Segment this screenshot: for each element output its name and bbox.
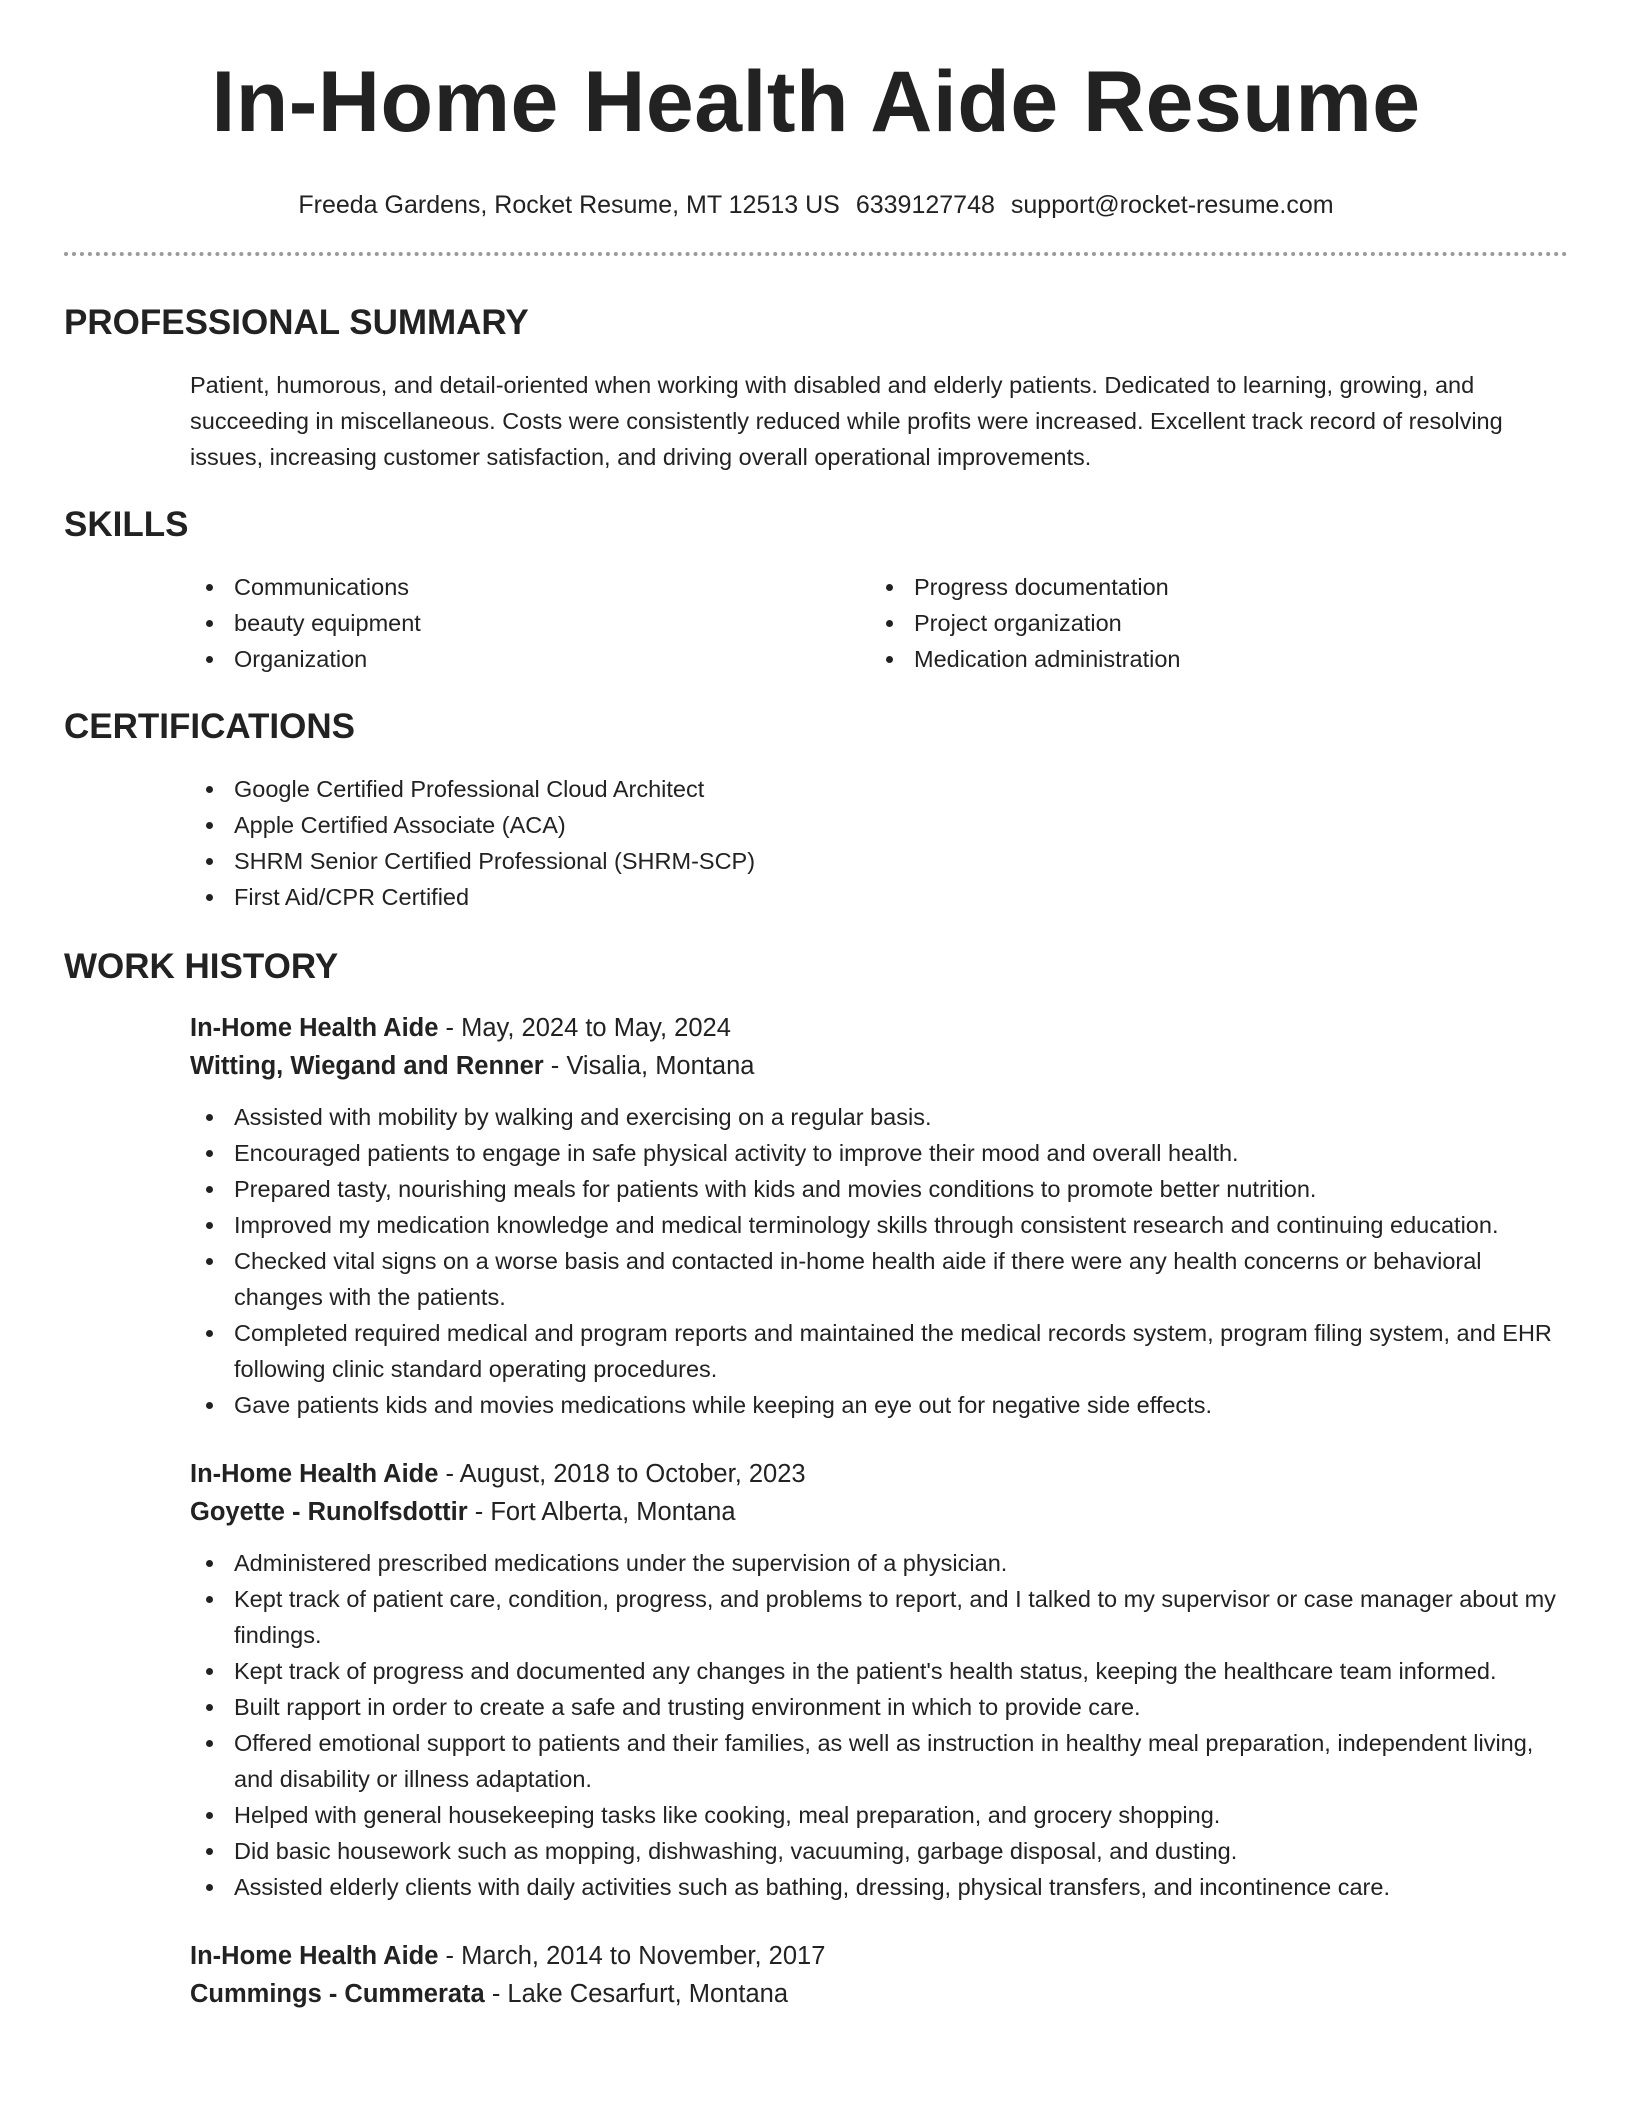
job-title-line [190, 1009, 1568, 1047]
job-dates: - May, 2024 to May, 2024 [438, 1014, 731, 1042]
job-bullet: Did basic housework such as mopping, dishwashing, vacuuming, garbage disposal, and dusting. [190, 1833, 1568, 1869]
skill-item: beauty equipment [190, 605, 870, 641]
job-bullet: Checked vital signs on a worse basis and contacted in-home health aide if there were any health concerns or behavioral changes with the patients. [190, 1243, 1568, 1315]
contact-email[interactable]: support@rocket-resume.com [1010, 191, 1334, 219]
job-title: In-Home Health Aide [190, 1942, 439, 1970]
job-title: In-Home Health Aide [190, 1014, 439, 1042]
summary-section [0, 301, 1632, 475]
job-company-line [190, 1975, 1568, 2013]
skills-heading: SKILLS [64, 505, 189, 544]
job-bullet: Prepared tasty, nourishing meals for patients with kids and movies conditions to promote better nutrition. [190, 1171, 1568, 1207]
job-bullet-list [190, 1099, 1568, 1423]
job-bullet: Helped with general housekeeping tasks like cooking, meal preparation, and grocery shopping. [190, 1797, 1568, 1833]
job-bullet: Kept track of patient care, condition, progress, and problems to report, and I talked to my supervisor or case manager about my findings. [190, 1581, 1568, 1653]
resume-title: In-Home Health Aide Resume [211, 54, 1421, 150]
job-bullet-list [190, 1545, 1568, 1905]
job-title: In-Home Health Aide [190, 1460, 439, 1488]
job-bullet: Completed required medical and program reports and maintained the medical records system, program filing system, and EHR following clinic standard operating procedures. [190, 1315, 1568, 1387]
job-company: Witting, Wiegand and Renner [190, 1052, 544, 1080]
certification-item: First Aid/CPR Certified [190, 879, 1568, 915]
job-company: Cummings - Cummerata [190, 1980, 485, 2008]
job-dates: - August, 2018 to October, 2023 [438, 1460, 806, 1488]
skills-right-list [870, 569, 1550, 677]
work-history-heading: WORK HISTORY [64, 947, 339, 986]
job-bullet: Kept track of progress and documented any changes in the patient's health status, keeping the healthcare team informed. [190, 1653, 1568, 1689]
job-bullet: Built rapport in order to create a safe and trusting environment in which to provide care. [190, 1689, 1568, 1725]
skill-item: Progress documentation [870, 569, 1550, 605]
job-bullet: Assisted with mobility by walking and exercising on a regular basis. [190, 1099, 1568, 1135]
skill-item: Medication administration [870, 641, 1550, 677]
job-company-line [190, 1493, 1568, 1531]
skill-item: Project organization [870, 605, 1550, 641]
job-title-line [190, 1937, 1568, 1975]
contact-phone: 6339127748 [855, 191, 995, 219]
contact-address: Freeda Gardens, Rocket Resume, MT 12513 US [298, 191, 840, 219]
job-location: - Fort Alberta, Montana [467, 1498, 736, 1526]
job-location: - Lake Cesarfurt, Montana [484, 1980, 789, 2008]
job-bullet: Encouraged patients to engage in safe physical activity to improve their mood and overall health. [190, 1135, 1568, 1171]
summary-text: Patient, humorous, and detail-oriented when working with disabled and elderly patients. Dedicated to learning, growing, and succeeding in miscellaneous. Costs were consistently reduced while profits were increased. Excellent track record of resolving issues, increasing customer satisfaction, and driving overall operational improvements. [190, 372, 1503, 470]
job-company: Goyette - Runolfsdottir [190, 1498, 468, 1526]
contact-line [0, 188, 1632, 222]
skill-item: Organization [190, 641, 870, 677]
summary-heading: PROFESSIONAL SUMMARY [64, 303, 529, 342]
job-entry [64, 1937, 1568, 2013]
certifications-section [0, 705, 1632, 915]
skills-left-list [190, 569, 870, 677]
certifications-list [190, 771, 1568, 915]
skill-item: Communications [190, 569, 870, 605]
certifications-heading: CERTIFICATIONS [64, 707, 356, 746]
header-divider [64, 252, 1568, 256]
certification-item: Apple Certified Associate (ACA) [190, 807, 1568, 843]
job-bullet: Gave patients kids and movies medications while keeping an eye out for negative side effects. [190, 1387, 1568, 1423]
work-history-section [0, 945, 1632, 2013]
job-bullet: Improved my medication knowledge and medical terminology skills through consistent research and continuing education. [190, 1207, 1568, 1243]
job-company-line [190, 1047, 1568, 1085]
job-bullet: Offered emotional support to patients and their families, as well as instruction in healthy meal preparation, independent living, and disability or illness adaptation. [190, 1725, 1568, 1797]
job-entry [64, 1009, 1568, 1423]
job-title-line [190, 1455, 1568, 1493]
job-dates: - March, 2014 to November, 2017 [438, 1942, 826, 1970]
certification-item: Google Certified Professional Cloud Architect [190, 771, 1568, 807]
job-bullet: Assisted elderly clients with daily activities such as bathing, dressing, physical transfers, and incontinence care. [190, 1869, 1568, 1905]
certification-item: SHRM Senior Certified Professional (SHRM-SCP) [190, 843, 1568, 879]
job-bullet: Administered prescribed medications under the supervision of a physician. [190, 1545, 1568, 1581]
job-location: - Visalia, Montana [543, 1052, 755, 1080]
skills-grid [190, 569, 1568, 677]
skills-section [0, 503, 1632, 677]
job-entry [64, 1455, 1568, 1905]
